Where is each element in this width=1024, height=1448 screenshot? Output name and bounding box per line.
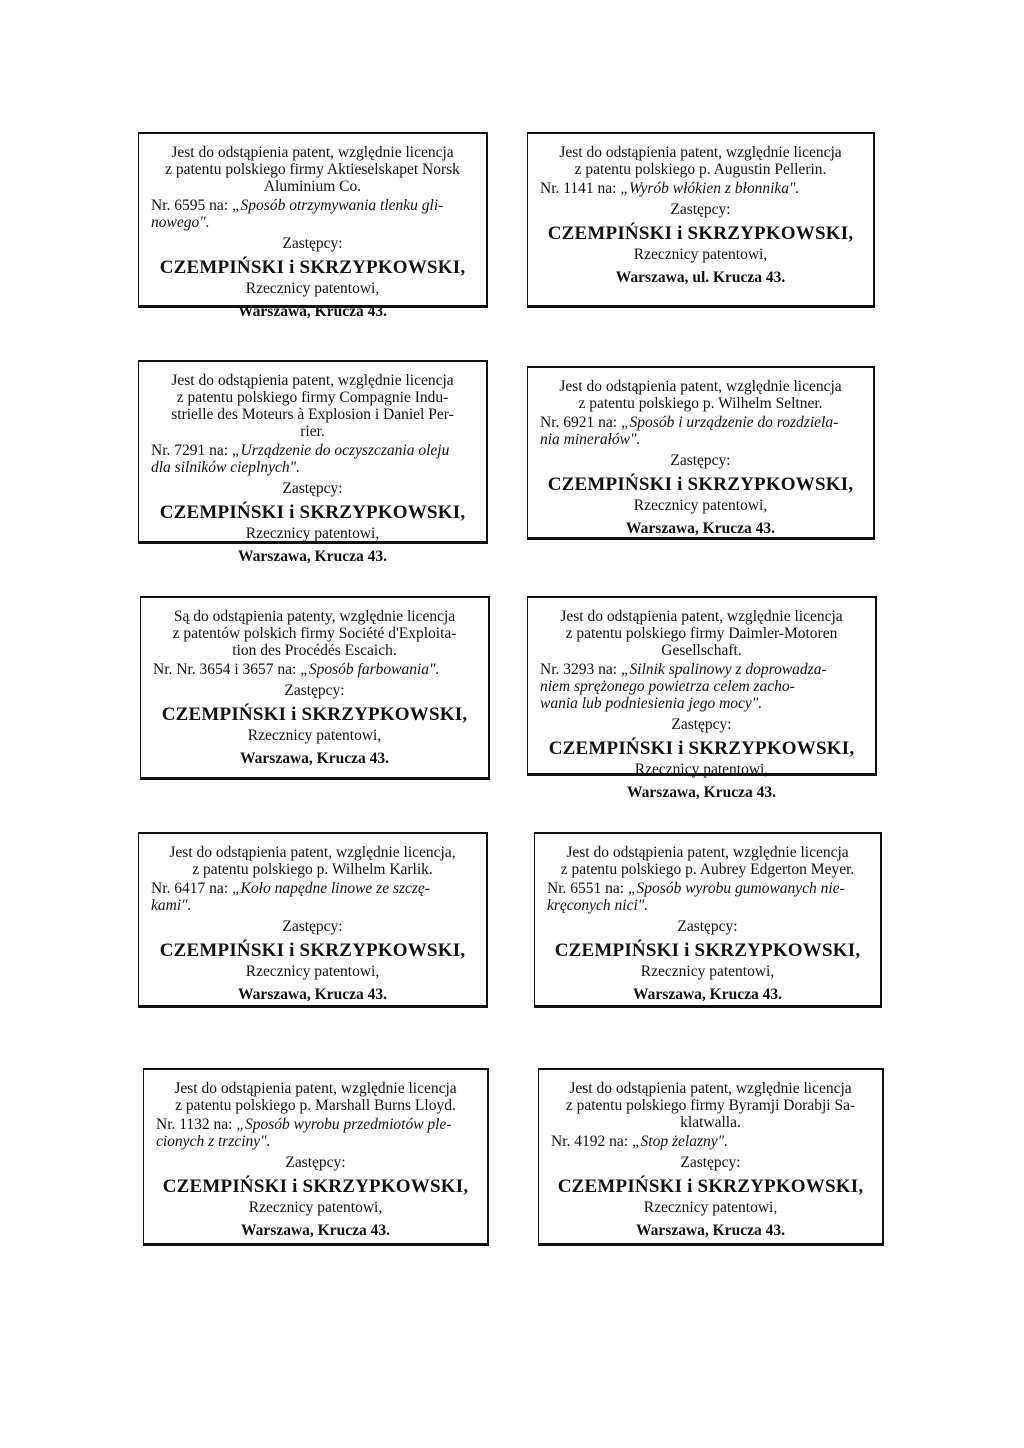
ad-lead <box>547 844 868 878</box>
ad-nr-title: kami". <box>151 897 192 914</box>
ad-patent-number <box>540 180 861 197</box>
ad-address: Warszawa, Krucza 43. <box>240 750 389 767</box>
ad-patent-number <box>151 442 474 476</box>
ad-nr-title: niem sprężonego powietrza celem zacho- <box>540 678 795 695</box>
ad-nr-prefix: Nr. 7291 na: <box>151 442 232 459</box>
ad-nr-title: „Silnik spalinowy z doprowadza- <box>620 661 827 678</box>
ad-firm: CZEMPIŃSKI i SKRZYPKOWSKI, <box>557 1176 864 1197</box>
ad-nr-title: „Koło napędne linowe ze szczę- <box>231 880 430 897</box>
ad-deputy: Zastępcy: <box>282 918 343 935</box>
ad-lead-line: klatwalla. <box>680 1114 741 1131</box>
ad-deputy: Zastępcy: <box>670 452 731 469</box>
ad-lead <box>540 144 861 178</box>
ad-role: Rzecznicy patentowi, <box>640 963 775 980</box>
ad-lead-line: Jest do odstąpienia patent, względnie licencja <box>171 372 454 389</box>
ad-lead-line: Jest do odstąpienia patent, względnie licencja <box>569 1080 852 1097</box>
ad-lead-line: Aluminium Co. <box>263 178 362 195</box>
patent-ad-4 <box>527 366 875 540</box>
ad-nr-title: „Sposób wyrobu przedmiotów ple- <box>236 1116 452 1133</box>
ad-lead-line: z patentu polskiego firmy Daimler-Motoren <box>565 625 838 642</box>
ad-lead-line: z patentu polskiego firmy Compagnie Indu- <box>176 389 449 406</box>
ad-patent-number <box>151 880 474 914</box>
ad-nr-prefix: Nr. Nr. 3654 i 3657 na: <box>153 661 301 678</box>
ad-nr-title: „Sposób farbowania". <box>300 661 440 678</box>
ad-nr-title: „Sposób wyrobu gumowanych nie- <box>627 880 845 897</box>
ad-lead-line: Gesellschaft. <box>661 642 742 659</box>
ad-deputy: Zastępcy: <box>282 235 343 252</box>
ad-nr-prefix: Nr. 1141 na: <box>540 180 621 197</box>
ad-firm: CZEMPIŃSKI i SKRZYPKOWSKI, <box>159 502 466 523</box>
ad-role: Rzecznicy patentowi, <box>245 963 380 980</box>
ad-nr-title: cionych z trzciny". <box>156 1133 271 1150</box>
ad-patent-number <box>540 661 863 712</box>
ad-firm: CZEMPIŃSKI i SKRZYPKOWSKI, <box>159 257 466 278</box>
patent-ad-10 <box>538 1068 884 1246</box>
ad-deputy: Zastępcy: <box>677 918 738 935</box>
patent-ad-8 <box>534 832 882 1008</box>
ad-lead-line: tion des Procédés Escaich. <box>232 642 397 659</box>
patent-ad-3 <box>138 360 488 565</box>
ad-nr-title: „Urządzenie do oczyszczania oleju <box>231 442 450 459</box>
ad-lead-line: Jest do odstąpienia patent, względnie licencja <box>559 144 842 161</box>
ad-deputy: Zastępcy: <box>285 1154 346 1171</box>
ad-patent-number <box>540 414 861 448</box>
ad-patent-number <box>156 1116 475 1150</box>
ad-lead-line: Jest do odstąpienia patent, względnie licencja <box>559 378 842 395</box>
ad-nr-title: „Sposób i urządzenie do rozdziela- <box>620 414 839 431</box>
ad-deputy: Zastępcy: <box>671 716 732 733</box>
ad-deputy: Zastępcy: <box>680 1154 741 1171</box>
ad-deputy: Zastępcy: <box>282 480 343 497</box>
ad-address: Warszawa, Krucza 43. <box>636 1222 785 1239</box>
ad-address: Warszawa, Krucza 43. <box>238 986 387 1003</box>
ad-lead <box>153 608 476 659</box>
ad-role: Rzecznicy patentowi, <box>245 280 380 297</box>
ad-lead-line: Jest do odstąpienia patent, względnie licencja <box>566 844 849 861</box>
ad-lead-line: z patentu polskiego firmy Byramji Dorabji Sa- <box>565 1097 856 1114</box>
ad-address: Warszawa, Krucza 43. <box>627 784 776 801</box>
ad-nr-title: dla silników cieplnych". <box>151 459 300 476</box>
ad-patent-number <box>153 661 476 678</box>
ad-firm: CZEMPIŃSKI i SKRZYPKOWSKI, <box>162 1176 469 1197</box>
ad-lead <box>151 372 474 440</box>
ad-role: Rzecznicy patentowi, <box>247 727 382 744</box>
ad-lead-line: z patentu polskiego firmy Aktieselskapet Norsk <box>165 161 460 178</box>
ad-nr-prefix: Nr. 6551 na: <box>547 880 628 897</box>
ad-role: Rzecznicy patentowi, <box>248 1199 383 1216</box>
ad-nr-title: nia minerałów". <box>540 431 641 448</box>
ad-nr-prefix: Nr. 3293 na: <box>540 661 621 678</box>
ad-firm: CZEMPIŃSKI i SKRZYPKOWSKI, <box>159 940 466 961</box>
ad-firm: CZEMPIŃSKI i SKRZYPKOWSKI, <box>161 704 468 725</box>
ad-nr-prefix: Nr. 4192 na: <box>551 1133 632 1150</box>
patent-ad-1 <box>138 132 488 320</box>
ad-nr-prefix: Nr. 1132 na: <box>156 1116 237 1133</box>
ad-lead-line: z patentu polskiego p. Aubrey Edgerton Meyer. <box>560 861 855 878</box>
ad-firm: CZEMPIŃSKI i SKRZYPKOWSKI, <box>554 940 861 961</box>
ad-nr-prefix: Nr. 6921 na: <box>540 414 621 431</box>
ad-nr-title: kręconych nici". <box>547 897 649 914</box>
ad-lead-line: Jest do odstąpienia patent, względnie licencja <box>174 1080 457 1097</box>
ad-role: Rzecznicy patentowi, <box>633 246 768 263</box>
ad-patent-number <box>151 197 474 231</box>
ad-role: Rzecznicy patentowi, <box>643 1199 778 1216</box>
ad-nr-title: „Sposób otrzymywania tlenku gli- <box>231 197 444 214</box>
ad-deputy: Zastępcy: <box>670 201 731 218</box>
ad-role: Rzecznicy patentowi, <box>245 525 380 542</box>
ad-lead <box>151 144 474 195</box>
patent-ad-7 <box>138 832 488 1008</box>
ad-lead-line: z patentu polskiego p. Augustin Pellerin. <box>574 161 827 178</box>
ad-nr-prefix: Nr. 6595 na: <box>151 197 232 214</box>
ad-role: Rzecznicy patentowi, <box>634 761 769 778</box>
ad-nr-title: wania lub podniesienia jego mocy". <box>540 695 763 712</box>
ad-firm: CZEMPIŃSKI i SKRZYPKOWSKI, <box>547 474 854 495</box>
patent-ad-5 <box>140 596 490 780</box>
ad-nr-title: nowego". <box>151 214 210 231</box>
ad-address: Warszawa, ul. Krucza 43. <box>615 269 786 286</box>
ad-nr-title: „Stop żelazny". <box>631 1133 729 1150</box>
ad-patent-number <box>551 1133 870 1150</box>
ad-address: Warszawa, Krucza 43. <box>626 520 775 537</box>
ad-lead-line: Jest do odstąpienia patent, względnie licencja, <box>169 844 456 861</box>
ad-address: Warszawa, Krucza 43. <box>238 303 387 320</box>
patent-ad-9 <box>143 1068 489 1246</box>
ad-lead <box>151 844 474 878</box>
ad-lead <box>156 1080 475 1114</box>
ad-nr-title: „Wyrób włókien z błonnika". <box>620 180 800 197</box>
ad-role: Rzecznicy patentowi, <box>633 497 768 514</box>
ad-address: Warszawa, Krucza 43. <box>241 1222 390 1239</box>
ad-lead-line: Są do odstąpienia patenty, względnie licencja <box>173 608 456 625</box>
patent-ad-6 <box>527 596 877 801</box>
ad-lead-line: strielle des Moteurs à Explosion i Daniel Per- <box>171 406 454 423</box>
ad-lead <box>540 608 863 659</box>
ad-lead <box>540 378 861 412</box>
patent-ad-2 <box>527 132 875 308</box>
ad-address: Warszawa, Krucza 43. <box>633 986 782 1003</box>
ad-deputy: Zastępcy: <box>284 682 345 699</box>
ad-lead-line: z patentu polskiego p. Wilhelm Seltner. <box>578 395 823 412</box>
ad-lead-line: z patentów polskich firmy Société d'Exploita- <box>172 625 457 642</box>
ad-lead-line: z patentu polskiego p. Marshall Burns Lloyd. <box>175 1097 456 1114</box>
ad-lead-line: Jest do odstąpienia patent, względnie licencja <box>171 144 454 161</box>
ad-lead <box>551 1080 870 1131</box>
ad-lead-line: z patentu polskiego p. Wilhelm Karlik. <box>192 861 433 878</box>
ad-nr-prefix: Nr. 6417 na: <box>151 880 232 897</box>
ad-patent-number <box>547 880 868 914</box>
ad-firm: CZEMPIŃSKI i SKRZYPKOWSKI, <box>548 738 855 759</box>
ad-lead-line: Jest do odstąpienia patent, względnie licencja <box>560 608 843 625</box>
ad-firm: CZEMPIŃSKI i SKRZYPKOWSKI, <box>547 223 854 244</box>
ad-address: Warszawa, Krucza 43. <box>238 548 387 565</box>
ad-lead-line: rier. <box>300 423 325 440</box>
